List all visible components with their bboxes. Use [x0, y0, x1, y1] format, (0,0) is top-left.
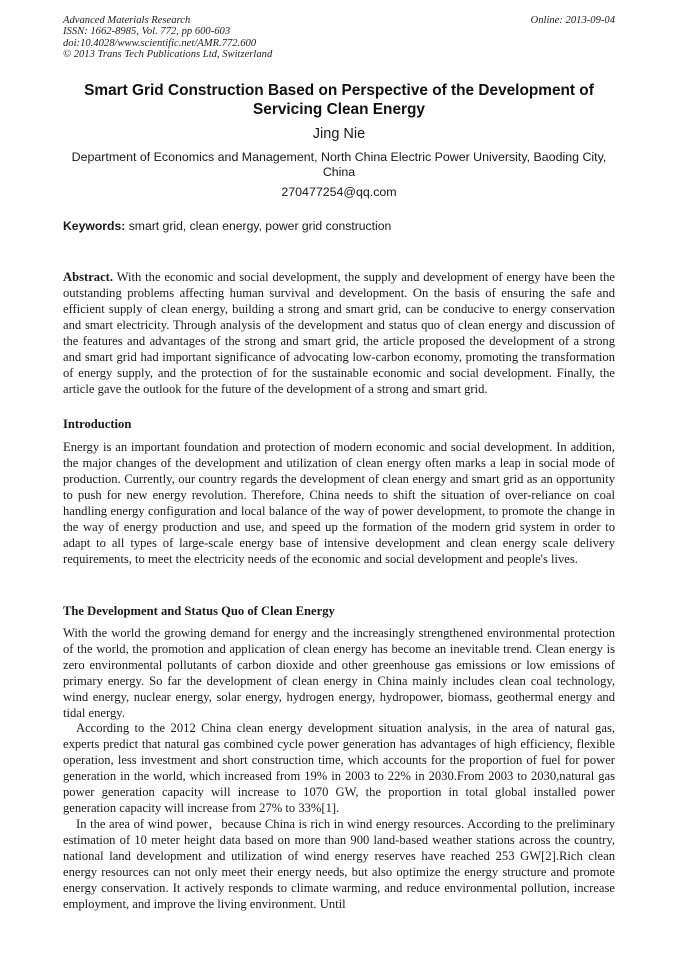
- section-heading-introduction: Introduction: [63, 417, 132, 431]
- issn-line: ISSN: 1662-8985, Vol. 772, pp 600-603: [63, 26, 231, 38]
- introduction-paragraph: Energy is an important foundation and protection of modern economic and social development. In addition, the major changes of the development and utilization of clean energy often marks a leap in social mode of production. Currently, our country regards the development of clean energy and smart grid as an opportunity to push for new energy revolution. Therefore, China needs to shift the situation of over-reliance on coal handling energy configuration and local balance of the way of power development, to promote the change in the way of energy production and use, and speed up the formation of the modern grid system in order to adapt to all types of large-scale energy base of intensive development and clean energy scale delivery requirements, to meet the electricity needs of the economic and social development and people's lives.: [63, 440, 615, 566]
- keywords: [63, 219, 615, 234]
- keywords-label: Keywords:: [63, 219, 126, 233]
- online-date: Online: 2013-09-04: [530, 15, 615, 26]
- abstract-label: Abstract.: [63, 270, 114, 284]
- keywords-text: smart grid, clean energy, power grid construction: [128, 219, 392, 233]
- development-paragraph-2: According to the 2012 China clean energy development situation analysis, in the area of natural gas, experts predict that natural gas combined cycle power generation has advantages of high efficiency, flexible operation, less investment and short construction time, which accounts for the proportion of fuel for power generation in the world, which increased from 19% in 2003 to 22% in 2030.From 2003 to 2030,natural gas power generation capacity will increase to 1070 GW, the proportion in total global installed power generation capacity will increase from 27% to 33%[1].: [63, 721, 615, 815]
- doi-line: doi:10.4028/www.scientific.net/AMR.772.600: [63, 37, 257, 49]
- journal-name: Advanced Materials Research: [63, 15, 191, 26]
- affiliation: Department of Economics and Management, North China Electric Power University, Baoding City, China: [71, 150, 607, 179]
- paper-title: Smart Grid Construction Based on Perspective of the Development of Servicing Clean Energy: [84, 82, 594, 118]
- author-name: Jing Nie: [312, 126, 366, 142]
- section-heading-development: The Development and Status Quo of Clean Energy: [63, 604, 335, 618]
- development-paragraph-3: In the area of wind power，because China is rich in wind energy resources. According to the preliminary estimation of 10 meter height data based on more than 900 land-based weather stations across the country, national land development and utilization of wind energy reserves have reached 253 GW[2].Rich clean energy resources can not only meet their energy needs, but also optimize the energy structure and promote energy conservation. It actively responds to climate warming, and reduce environmental pollution, increase employment, and improve the living environment. Until: [63, 817, 615, 911]
- journal-header: [63, 15, 615, 61]
- copyright-line: © 2013 Trans Tech Publications Ltd, Switzerland: [63, 49, 273, 61]
- author-email: 270477254@qq.com: [281, 185, 397, 199]
- abstract: [63, 269, 615, 397]
- abstract-text: With the economic and social development, the supply and development of energy have been the outstanding problems affecting human survival and development. On the basis of ensuring the safe and efficient supply of clean energy, building a strong and smart grid, can be conducive to energy conservation and smart electricity. Through analysis of the development and status quo of clean energy and discussion of the features and advantages of the strong and smart grid, the article proposed the development of a strong and smart grid had important significance of advocating low-carbon economy, promoting the transformation of energy supply, and the protection of for the sustainable economic and social development. Finally, the article gave the outlook for the future of the development of a strong and smart grid.: [63, 270, 615, 396]
- development-paragraph-1: With the world the growing demand for energy and the increasingly strengthened environmental protection of the world, the promotion and application of clean energy has become an inevitable trend. Clean energy is zero environmental pollutants of carbon dioxide and other greenhouse gas emissions or low emissions of primary energy. So far the development of clean energy in China mainly includes clean coal technology, wind energy, nuclear energy, solar energy, hydrogen energy, hydropower, biomass, geothermal energy and tidal energy.: [63, 626, 615, 720]
